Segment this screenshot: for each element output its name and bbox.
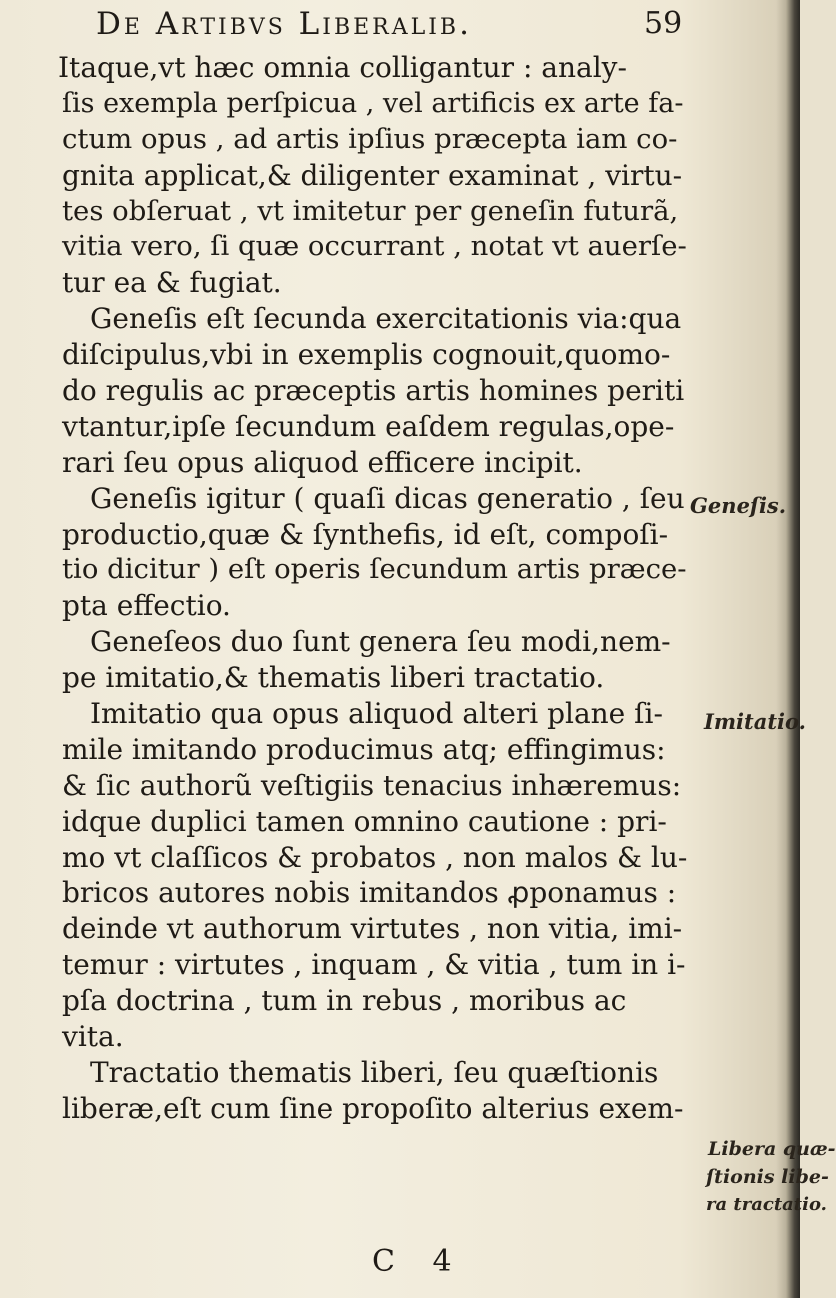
text-line: do regulis ac præceptis artis homines periti xyxy=(62,374,685,408)
text-line: idque duplici tamen omnino cautione : pri- xyxy=(62,804,667,838)
text-line: Tractatio thematis liberi, ſeu quæſtionis xyxy=(90,1055,659,1089)
text-line: deinde vt authorum virtutes , non vitia, imi- xyxy=(62,912,683,946)
text-line: Geneſeos duo ſunt genera ſeu modi,nem- xyxy=(90,625,671,659)
margin-note-libera-1: Libera quæ- xyxy=(708,1138,836,1160)
text-line: bricos autores nobis imitandos ꝓponamus : xyxy=(62,876,677,910)
text-line: Itaque,vt hæc omnia colligantur : analy- xyxy=(58,51,627,84)
header-title: De Artibvs Liberalib. xyxy=(96,6,472,42)
text-line: Geneſis eſt ſecunda exercitationis via:qua xyxy=(90,302,682,336)
text-line: liberæ,eſt cum ſine propoſito alterius exem- xyxy=(62,1091,684,1125)
text-line: ſis exempla perſpicua , vel artificis ex arte fa- xyxy=(62,87,684,119)
body-text xyxy=(58,50,688,1127)
text-line: tes obſeruat , vt imitetur per geneſin futurã, xyxy=(62,194,679,227)
signature-mark: C 4 xyxy=(372,1244,466,1279)
text-line: pta effectio. xyxy=(62,589,231,623)
margin-note-genesis: Geneſis. xyxy=(690,493,787,518)
page-number: 59 xyxy=(644,6,683,41)
text-line: vita. xyxy=(62,1020,124,1054)
text-line: productio,quæ & ſynthefis, id eſt, compoſi- xyxy=(62,517,669,551)
text-line: mile imitando producimus atq; effingimus: xyxy=(62,732,666,766)
text-line: pe imitatio,& thematis liberi tractatio. xyxy=(62,661,605,695)
text-line: & ſic authorũ veſtigiis tenacius inhæremus: xyxy=(62,768,682,802)
text-line: vtantur,ipſe ſecundum eaſdem regulas,ope- xyxy=(62,409,675,443)
margin-note-libera-3: ra tractatio. xyxy=(706,1194,827,1215)
text-line: Imitatio qua opus aliquod alteri plane ſi- xyxy=(90,697,663,731)
text-line: tio dicitur ) eſt operis ſecundum artis præce- xyxy=(62,553,687,586)
running-header xyxy=(96,6,696,46)
text-line: tur ea & fugiat. xyxy=(62,266,282,300)
text-line: vitia vero, ſi quæ occurrant , notat vt auerſe- xyxy=(62,230,687,263)
text-line: ctum opus , ad artis ipſius præcepta iam co- xyxy=(62,122,678,155)
text-line: gnita applicat,& diligenter examinat , virtu- xyxy=(62,158,683,192)
margin-note-libera-2: ſtionis libe- xyxy=(706,1166,829,1188)
text-line: Geneſis igitur ( quaſi dicas generatio , ſeu xyxy=(90,481,685,515)
text-line: diſcipulus,vbi in exemplis cognouit,quomo- xyxy=(62,338,671,372)
page-edge-shadow xyxy=(786,0,800,1298)
text-line: temur : virtutes , inquam , & vitia , tum in i- xyxy=(62,948,686,982)
text-line: mo vt claſſicos & probatos , non malos & lu- xyxy=(62,840,688,874)
text-line: rari ſeu opus aliquod efficere incipit. xyxy=(62,445,583,479)
margin-note-imitatio: Imitatio. xyxy=(704,709,806,734)
text-line: pſa doctrina , tum in rebus , moribus ac xyxy=(62,984,627,1018)
